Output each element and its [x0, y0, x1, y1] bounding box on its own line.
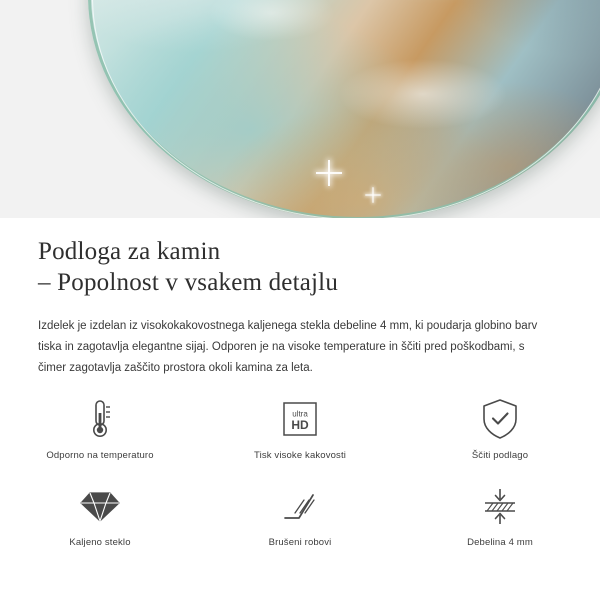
feature-label: Kaljeno steklo: [69, 537, 131, 548]
page-title: [0, 218, 600, 298]
thickness-icon: [400, 483, 600, 529]
svg-text:ultra: ultra: [292, 409, 308, 419]
thermometer-icon: [0, 396, 200, 442]
headline-line-2: – Popolnost v vsakem detajlu: [38, 269, 339, 296]
polished-edges-icon: [200, 483, 400, 529]
headline-line-1: Podloga za kamin: [38, 238, 221, 265]
ultra-hd-icon: [200, 396, 400, 442]
feature-item-polished-edges: [200, 483, 400, 548]
feature-label: Debelina 4 mm: [467, 537, 533, 548]
feature-item-temperature: [0, 396, 200, 461]
feature-item-thickness: [400, 483, 600, 548]
feature-label: Brušeni robovi: [268, 537, 332, 548]
feature-label: Odporno na temperaturo: [46, 450, 154, 461]
feature-label: Tisk visoke kakovosti: [253, 450, 347, 461]
feature-item-protects-surface: [400, 396, 600, 461]
feature-grid: [0, 396, 600, 548]
svg-text:HD: HD: [291, 418, 309, 432]
feature-row: [0, 483, 600, 548]
feature-item-print-quality: [200, 396, 400, 461]
hero-image: [0, 0, 600, 218]
feature-item-tempered-glass: [0, 483, 200, 548]
shield-check-icon: [400, 396, 600, 442]
glass-panel-artwork: [88, 0, 600, 218]
diamond-icon: [0, 483, 200, 529]
feature-label: Ščiti podlago: [471, 450, 529, 461]
feature-row: [0, 396, 600, 461]
text-content: [0, 218, 600, 379]
description-paragraph: Izdelek je izdelan iz visokokakovostnega kaljenega stekla debeline 4 mm, ki poudarja globino barv tiska in zagotavlja elegantne sijaj. Odporen je na visoke temperature in ščiti pred poškodbami, s čimer zagotavlja zaščito prostora okoli kamina za leta.: [38, 320, 538, 374]
